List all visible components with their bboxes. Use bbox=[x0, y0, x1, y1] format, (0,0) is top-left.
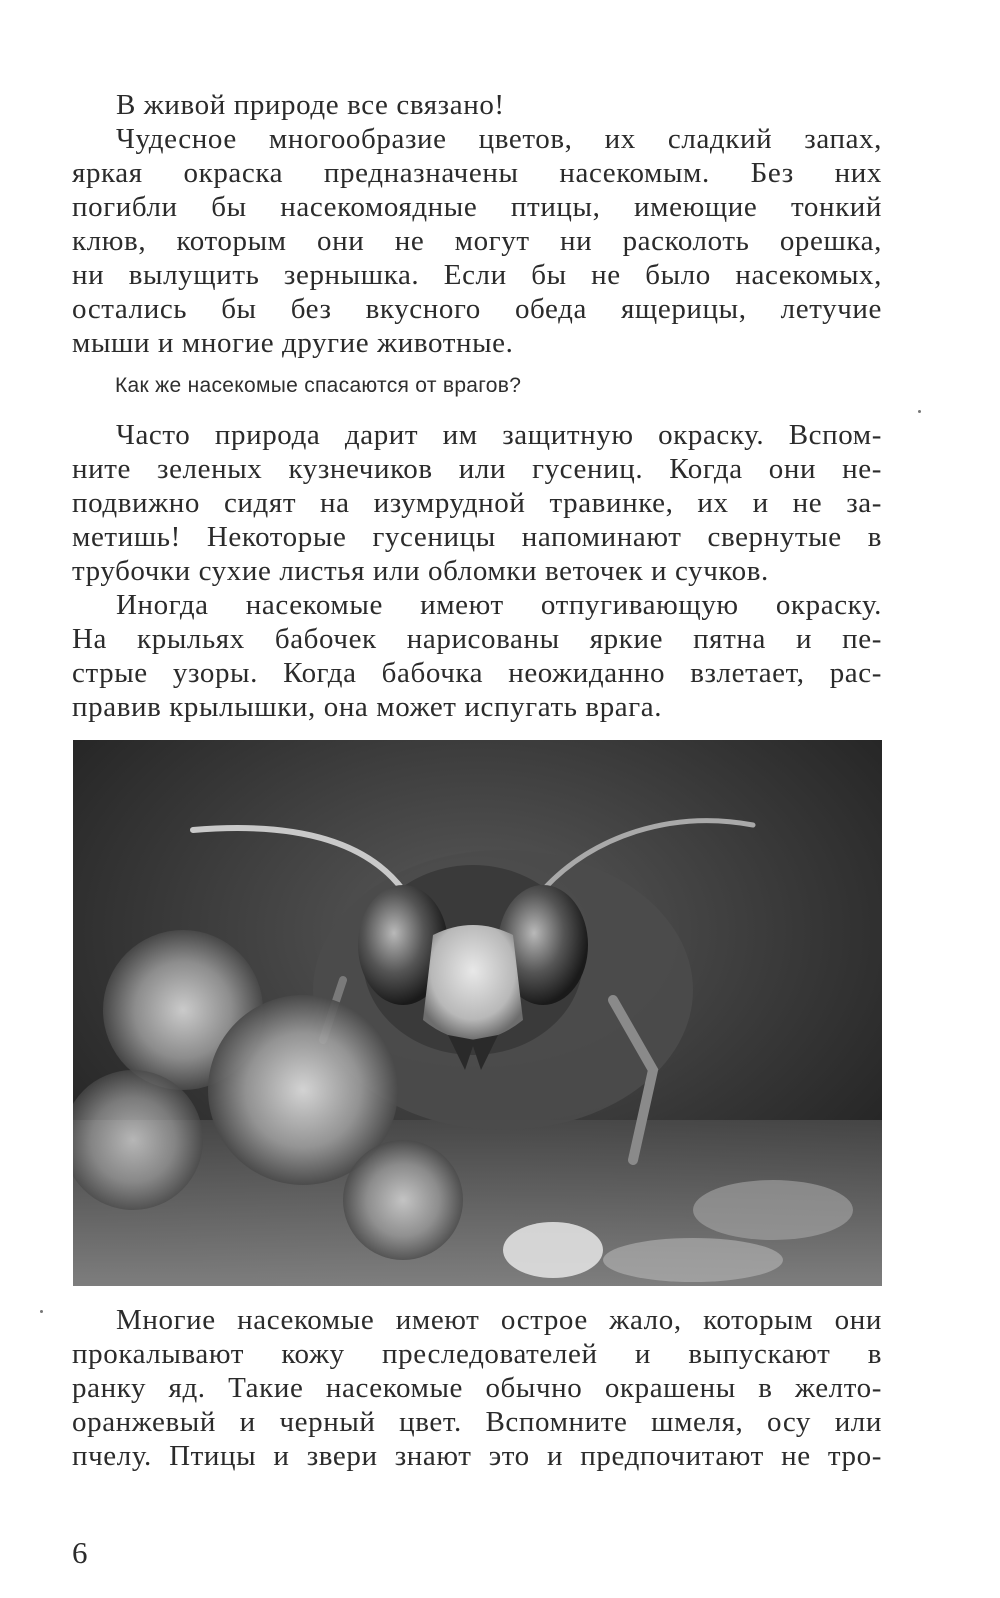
text-line: оранжевый и черный цвет. Вспомните шмеля, осу или bbox=[72, 1406, 882, 1438]
paragraph-warning-colors bbox=[72, 588, 882, 724]
text-line: стрые узоры. Когда бабочка неожиданно взлетает, рас- bbox=[72, 657, 882, 689]
paragraph-sting bbox=[72, 1303, 882, 1473]
text-line: В живой природе все связано! bbox=[116, 89, 505, 121]
paragraph-intro bbox=[72, 88, 882, 122]
text-line: Многие насекомые имеют острое жало, которым они bbox=[116, 1304, 882, 1336]
text-line: прокалывают кожу преследователей и выпускают в bbox=[72, 1338, 882, 1370]
scan-speck bbox=[40, 1310, 43, 1313]
text-line: яркая окраска предназначены насекомым. Без них bbox=[72, 157, 882, 189]
text-line: На крыльях бабочек нарисованы яркие пятна и пе- bbox=[72, 623, 882, 655]
text-line: пчелу. Птицы и звери знают это и предпочитают не тро- bbox=[72, 1440, 882, 1472]
text-line: трубочки сухие листья или обломки веточек и сучков. bbox=[72, 555, 769, 587]
text-line: Чудесное многообразие цветов, их сладкий запах, bbox=[116, 123, 882, 155]
text-line: Часто природа дарит им защитную окраску. Вспом- bbox=[116, 419, 882, 451]
paragraph-flowers bbox=[72, 122, 882, 360]
text-line: правив крылышки, она может испугать врага. bbox=[72, 691, 663, 723]
scan-speck bbox=[918, 410, 921, 413]
text-line: ни вылущить зернышка. Если бы не было насекомых, bbox=[72, 259, 882, 291]
page-number: 6 bbox=[72, 1535, 88, 1570]
text-line: погибли бы насекомоядные птицы, имеющие тонкий bbox=[72, 191, 882, 223]
text-line: мыши и многие другие животные. bbox=[72, 327, 514, 359]
text-line: клюв, которым они не могут ни расколоть орешка, bbox=[72, 225, 882, 257]
text-line: метишь! Некоторые гусеницы напоминают свернутые в bbox=[72, 521, 882, 553]
text-line: подвижно сидят на изумрудной травинке, их и не за- bbox=[72, 487, 882, 519]
wasp-photo bbox=[73, 740, 882, 1286]
paragraph-camouflage bbox=[72, 418, 882, 588]
wasp-illustration bbox=[73, 740, 882, 1286]
text-line: остались бы без вкусного обеда ящерицы, летучие bbox=[72, 293, 882, 325]
text-line: ранку яд. Такие насекомые обычно окрашены в желто- bbox=[72, 1372, 882, 1404]
section-question-heading: Как же насекомые спасаются от врагов? bbox=[115, 374, 522, 397]
text-line: Иногда насекомые имеют отпугивающую окраску. bbox=[116, 589, 882, 621]
text-line: ните зеленых кузнечиков или гусениц. Когда они не- bbox=[72, 453, 882, 485]
